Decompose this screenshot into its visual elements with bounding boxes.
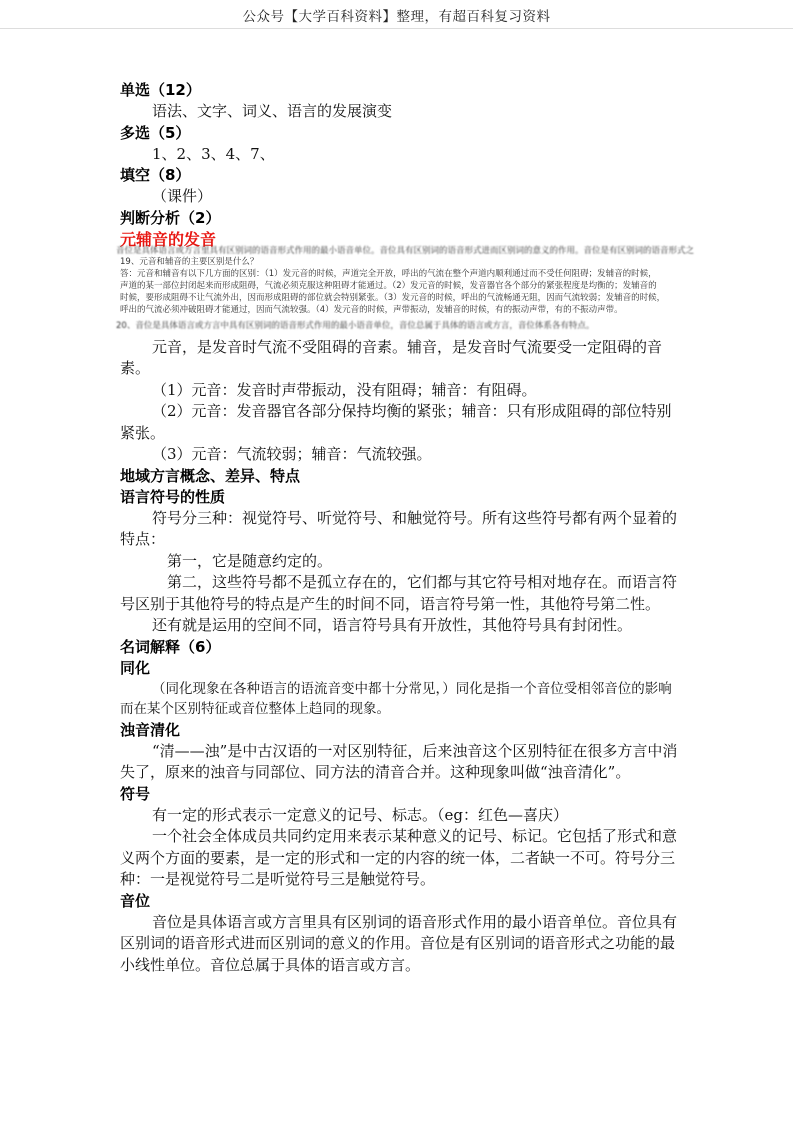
single-choice-body: 语法、文字、词义、语言的发展演变 xyxy=(152,102,393,120)
vowel-point-1: （1）元音：发音时声带振动，没有阻碍；辅音：有阻碍。 xyxy=(152,380,537,399)
scan-ghost-bottom: 20、音位是具体语言或方言中具有区别词的语音形式作用的最小语音单位，音位总属于具体的语言或方言，音位体系各有特点。 xyxy=(116,320,595,331)
page-header: 公众号【大学百科资料】整理，有超百科复习资料 xyxy=(242,9,551,25)
scan-line: 呼出的气流必须冲破阻碍才能通过，因而气流较强。（4）发元音的时候，声带振动，发辅音的时候，有的振动声带，有的不振动声带。 xyxy=(120,304,623,315)
vowel-point-3: （3）元音：气流较弱；辅音：气流较强。 xyxy=(152,445,432,463)
scanned-excerpt xyxy=(116,245,695,331)
document-body xyxy=(116,80,695,976)
header-divider xyxy=(0,28,793,29)
heading-terms: 名词解释（6） xyxy=(120,637,221,656)
heading-dialect: 地域方言概念、差异、特点 xyxy=(120,466,301,485)
scan-ghost-top: 音位是具体语言或方言里具有区别词的语音形式作用的最小语音单位。音位具有区别词的语音形式进而区别词的意义的作用。音位是有区别词的语音形式之 xyxy=(116,245,695,256)
heading-phoneme: 音位 xyxy=(120,891,151,910)
phoneme-p1: 音位是具体语言或方言里具有区别词的语音形式作用的最小语音单位。音位具有区别词的语音形式进而区别词的意义的作用。音位是有区别词的语音形式之功能的最小线性单位。音位总属于具体的语言或方言。 xyxy=(120,912,678,974)
heading-multi-choice: 多选（5） xyxy=(120,123,191,142)
multi-choice-body: 1、2、3、4、7、 xyxy=(152,144,275,163)
devoicing-p1: “清——浊”是中古汉语的一对区别特征，后来浊音这个区别特征在很多方言中消失了，原来的浊音与同部位、同方法的清音合并。这种现象叫做“浊音清化”。 xyxy=(120,741,678,781)
sign-nature-p4: 还有就是运用的空间不同，语言符号具有开放性，其他符号具有封闭性。 xyxy=(152,616,633,634)
sign-nature-p1: 符号分三种：视觉符号、听觉符号、和触觉符号。所有这些符号都有两个显着的特点： xyxy=(120,508,678,548)
sign-p1: 有一定的形式表示一定意义的记号、标志。（eg：红色—喜庆） xyxy=(152,805,568,824)
sign-nature-p3: 第二，这些符号都不是孤立存在的，它们都与其它符号相对地存在。而语言符号区别于其他符号的特点是产生的时间不同，语言符号第一性，其他符号第二性。 xyxy=(120,573,678,613)
heading-fill-blank: 填空（8） xyxy=(120,166,191,184)
heading-vowel-consonant: 元辅音的发音 xyxy=(120,229,217,249)
scan-line: 19、元音和辅音的主要区别是什么？ xyxy=(120,256,259,267)
sign-p2: 一个社会全体成员共同约定用来表示某种意义的记号、标记。它包括了形式和意义两个方面的要素，是一定的形式和一定的内容的统一体，二者缺一不可。符号分三种：一是视觉符号二是听觉符号三是触觉符号。 xyxy=(120,827,678,888)
scan-line: 声道的某一部位封闭起来而形成阻碍，气流必须克服这种阻碍才能通过。（2）发元音的时候，发音器官各个部分的紧张程度是均衡的；发辅音的 xyxy=(120,280,657,291)
vowel-definition: 元音，是发音时气流不受阻碍的音素。辅音，是发音时气流要受一定阻碍的音素。 xyxy=(120,337,663,377)
scan-line: 时候，要形成阻碍不让气流外出，因而形成阻碍的部位就会特别紧张。（3）发元音的时候，呼出的气流畅通无阻，因而气流较弱；发辅音的时候， xyxy=(120,292,666,303)
fill-blank-body: （课件） xyxy=(152,187,213,205)
assimilation-p1: （同化现象在各种语言的语流音变中都十分常见，）同化是指一个音位受相邻音位的影响而在某个区别特征或音位整体上趋同的现象。 xyxy=(120,680,672,717)
scan-line: 答：元音和辅音有以下几方面的区别：（1）发元音的时候，声道完全开放，呼出的气流在整个声道内顺利通过而不受任何阻碍；发辅音的时候， xyxy=(120,268,657,279)
vowel-point-2: （2）元音：发音器官各部分保持均衡的紧张；辅音：只有形成阻碍的部位特别紧张。 xyxy=(120,402,672,442)
heading-judge: 判断分析（2） xyxy=(120,208,221,227)
heading-single-choice: 单选（12） xyxy=(120,81,201,99)
sign-nature-p2: 第一，它是随意约定的。 xyxy=(167,551,333,570)
heading-sign: 符号 xyxy=(120,784,151,803)
heading-sign-nature: 语言符号的性质 xyxy=(120,487,226,506)
heading-assimilation: 同化 xyxy=(120,658,151,677)
heading-devoicing: 浊音清化 xyxy=(120,720,181,739)
